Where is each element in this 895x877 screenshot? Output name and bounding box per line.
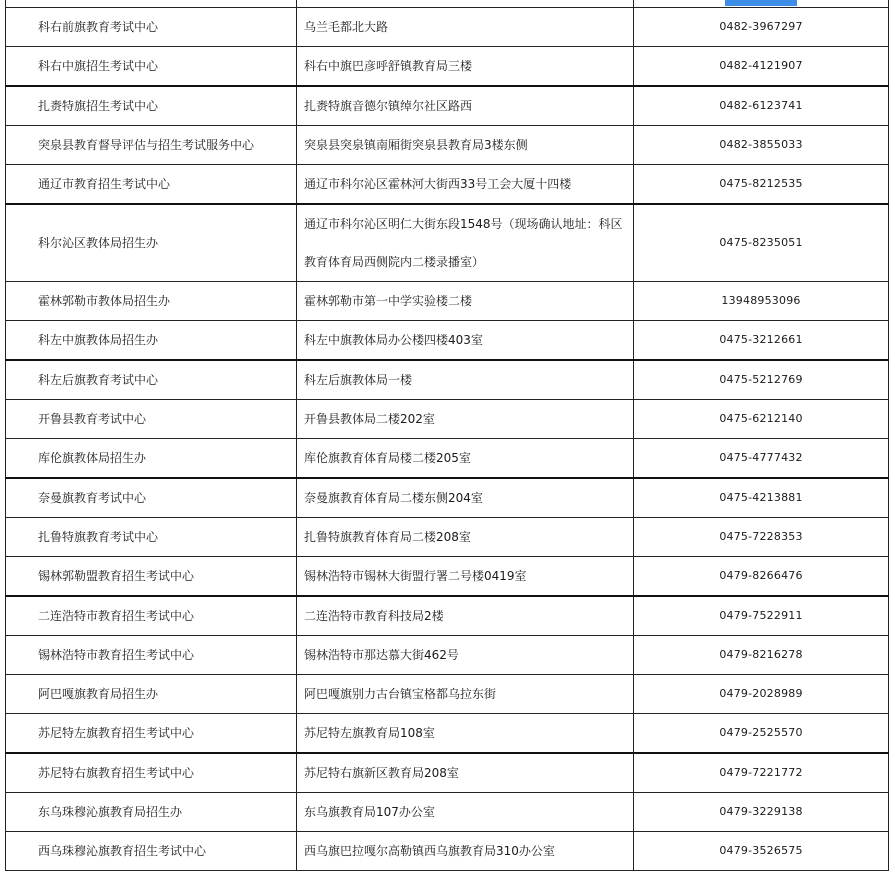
org-address: 通辽市科尔沁区明仁大街东段1548号（现场确认地址：科区教育体育局西侧院内二楼录播室） [297, 204, 634, 282]
org-name: 科右前旗教育考试中心 [6, 8, 297, 47]
table-row [6, 126, 889, 165]
org-phone: 0475-3212661 [634, 321, 889, 361]
table-row [6, 636, 889, 675]
org-address: 苏尼特右旗新区教育局208室 [297, 753, 634, 793]
table-row [6, 478, 889, 518]
table-row [6, 204, 889, 282]
org-name: 扎赉特旗招生考试中心 [6, 86, 297, 126]
org-name: 通辽市教育招生考试中心 [6, 165, 297, 205]
org-name: 阿巴嘎旗教育局招生办 [6, 675, 297, 714]
table-row [6, 557, 889, 597]
org-phone: 0475-8212535 [634, 165, 889, 205]
org-name: 锡林郭勒盟教育招生考试中心 [6, 557, 297, 597]
org-name: 库伦旗教体局招生办 [6, 439, 297, 479]
org-name: 科尔沁区教体局招生办 [6, 204, 297, 282]
table-row [6, 86, 889, 126]
table-row [6, 596, 889, 636]
org-name: 开鲁县教育考试中心 [6, 400, 297, 439]
org-name: 突泉县教育督导评估与招生考试服务中心 [6, 126, 297, 165]
org-phone: 0479-3526575 [634, 832, 889, 871]
org-name: 锡林浩特市教育招生考试中心 [6, 636, 297, 675]
org-phone: 0482-4121907 [634, 47, 889, 87]
org-phone: 0482-6123741 [634, 86, 889, 126]
org-address: 科左后旗教体局一楼 [297, 360, 634, 400]
table-row [6, 47, 889, 87]
org-address: 霍林郭勒市第一中学实验楼二楼 [297, 282, 634, 321]
org-phone: 0482-3855033 [634, 126, 889, 165]
org-phone: 0475-5212769 [634, 360, 889, 400]
org-phone: 0475-6212140 [634, 400, 889, 439]
org-name: 科左中旗教体局招生办 [6, 321, 297, 361]
org-phone: 0479-7221772 [634, 753, 889, 793]
table-row [6, 714, 889, 754]
org-address: 西乌旗巴拉嘎尔高勒镇西乌旗教育局310办公室 [297, 832, 634, 871]
org-address: 奈曼旗教育体育局二楼东侧204室 [297, 478, 634, 518]
org-name: 科左后旗教育考试中心 [6, 360, 297, 400]
org-address: 通辽市科尔沁区霍林河大街西33号工会大厦十四楼 [297, 165, 634, 205]
org-name: 扎鲁特旗教育考试中心 [6, 518, 297, 557]
org-phone: 0479-2028989 [634, 675, 889, 714]
org-address: 乌兰毛都北大路 [297, 8, 634, 47]
table-row [6, 165, 889, 205]
org-address: 开鲁县教体局二楼202室 [297, 400, 634, 439]
table-row [6, 400, 889, 439]
org-name: 苏尼特左旗教育招生考试中心 [6, 714, 297, 754]
org-phone: 0475-4777432 [634, 439, 889, 479]
org-address: 科左中旗教体局办公楼四楼403室 [297, 321, 634, 361]
org-phone: 0482-3967297 [634, 8, 889, 47]
org-phone: 0475-4213881 [634, 478, 889, 518]
org-phone: 0475-7228353 [634, 518, 889, 557]
org-phone: 0479-3229138 [634, 793, 889, 832]
org-address: 科右中旗巴彦呼舒镇教育局三楼 [297, 47, 634, 87]
org-address: 锡林浩特市那达慕大街462号 [297, 636, 634, 675]
org-name: 二连浩特市教育招生考试中心 [6, 596, 297, 636]
org-address: 二连浩特市教育科技局2楼 [297, 596, 634, 636]
org-name: 西乌珠穆沁旗教育招生考试中心 [6, 832, 297, 871]
table-row [6, 753, 889, 793]
table-row [6, 675, 889, 714]
table-row [6, 321, 889, 361]
org-address: 扎鲁特旗教育体育局二楼208室 [297, 518, 634, 557]
org-phone: 0479-2525570 [634, 714, 889, 754]
org-phone: 0475-8235051 [634, 204, 889, 282]
table-row [6, 518, 889, 557]
contact-table-container [5, 0, 888, 871]
org-phone: 0479-7522911 [634, 596, 889, 636]
org-address: 库伦旗教育体育局楼二楼205室 [297, 439, 634, 479]
table-row [6, 832, 889, 871]
org-address: 扎赉特旗音德尔镇绰尔社区路西 [297, 86, 634, 126]
org-address: 东乌旗教育局107办公室 [297, 793, 634, 832]
org-address: 苏尼特左旗教育局108室 [297, 714, 634, 754]
org-address: 突泉县突泉镇南厢街突泉县教育局3楼东侧 [297, 126, 634, 165]
org-address: 阿巴嘎旗别力古台镇宝格都乌拉东街 [297, 675, 634, 714]
org-name: 苏尼特右旗教育招生考试中心 [6, 753, 297, 793]
org-phone: 0479-8266476 [634, 557, 889, 597]
table-row [6, 793, 889, 832]
table-row [6, 8, 889, 47]
org-name: 霍林郭勒市教体局招生办 [6, 282, 297, 321]
org-name: 科右中旗招生考试中心 [6, 47, 297, 87]
contact-table [5, 0, 889, 871]
org-name: 东乌珠穆沁旗教育局招生办 [6, 793, 297, 832]
table-row [6, 439, 889, 479]
org-phone: 0479-8216278 [634, 636, 889, 675]
table-row-partial [6, 0, 889, 8]
org-name: 奈曼旗教育考试中心 [6, 478, 297, 518]
org-phone: 13948953096 [634, 282, 889, 321]
table-row [6, 360, 889, 400]
table-row [6, 282, 889, 321]
org-address: 锡林浩特市锡林大街盟行署二号楼0419室 [297, 557, 634, 597]
